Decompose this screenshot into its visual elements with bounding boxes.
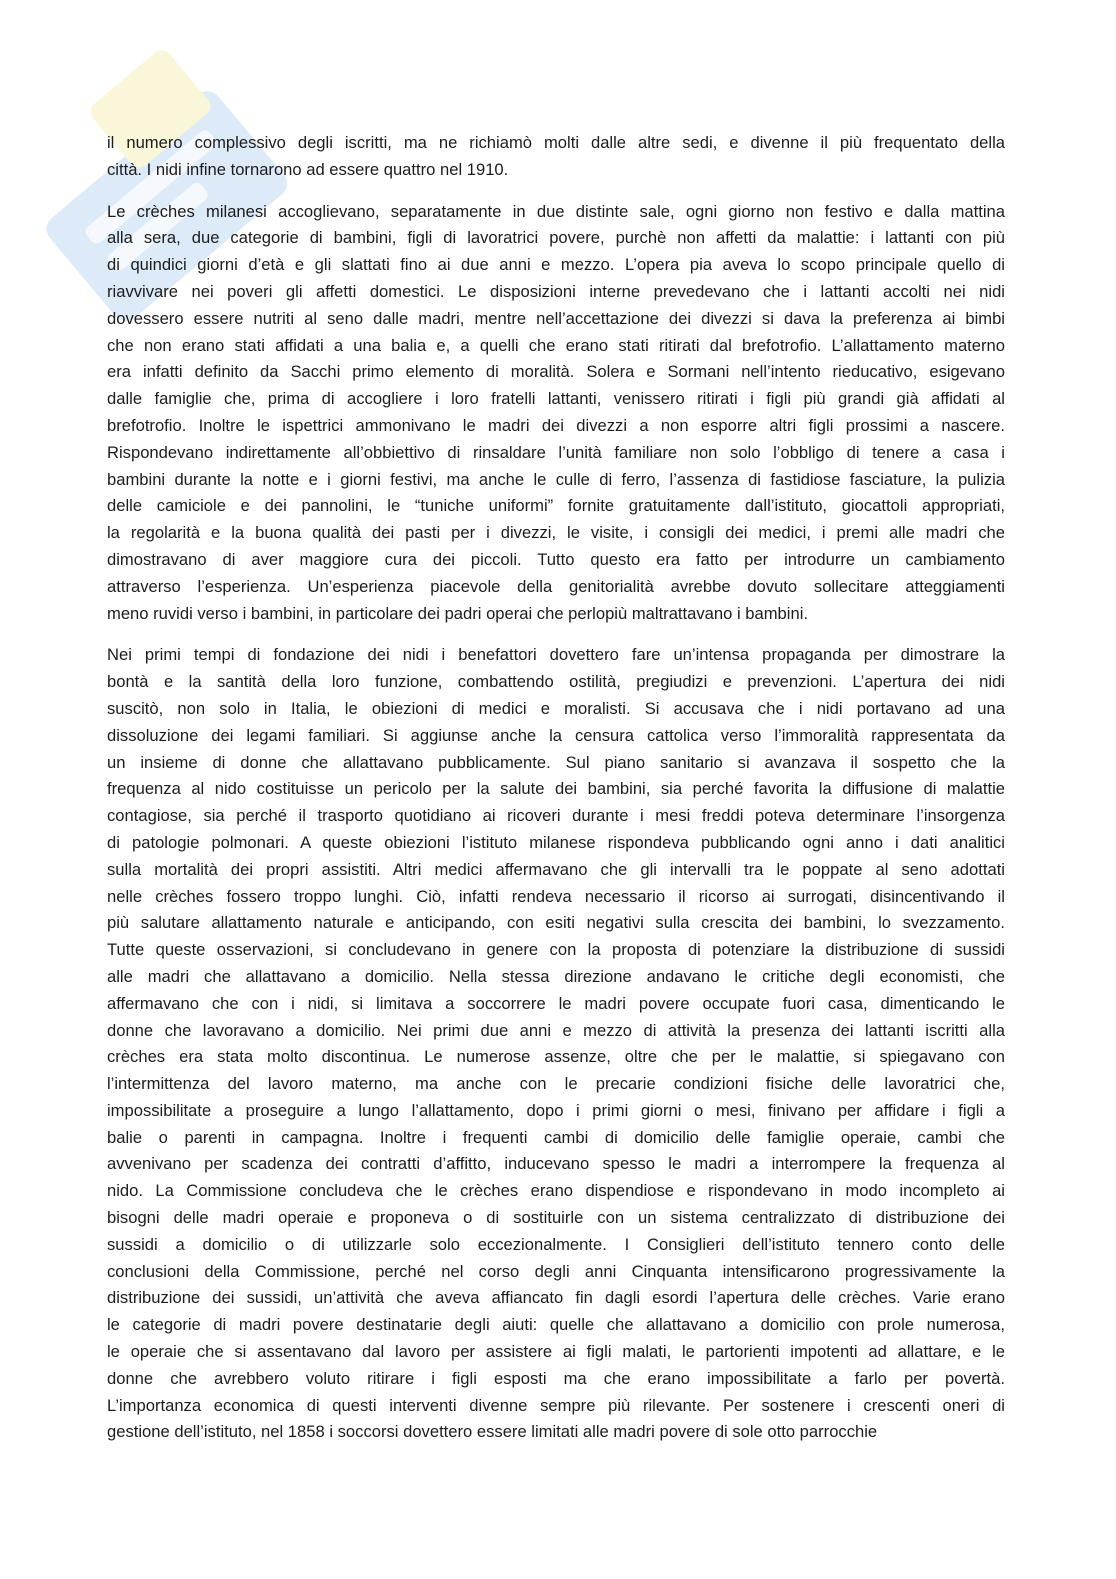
text-line: bontà e la santità della loro funzione, combattendo ostilità, pregiudizi e prevenzioni. L’apertura dei nidi — [107, 672, 1005, 692]
text-line: delle camiciole e dei pannolini, le “tuniche uniformi” fornite gratuitamente dall’istituto, giocattoli appropriati, — [107, 496, 1005, 516]
text-line: bisogni delle madri operaie e proponeva o di sostituirle con un sistema centralizzato di distribuzione dei — [107, 1208, 1005, 1228]
text-line: alla sera, due categorie di bambini, figli di lavoratrici povere, purchè non affetti da malattie: i lattanti con più — [107, 228, 1005, 248]
text-line: crèches era stata molto discontinua. Le numerose assenze, oltre che per le malattie, si spiegavano con — [107, 1047, 1005, 1067]
text-line: Le crèches milanesi accoglievano, separatamente in due distinte sale, ogni giorno non festivo e dalla mattina — [107, 201, 1005, 221]
body-paragraph — [107, 130, 1005, 184]
text-line: più salutare allattamento naturale e anticipando, con esiti negativi sulla crescita dei bambini, lo svezzamento. — [107, 913, 1005, 933]
text-line: Tutte queste osservazioni, si concludevano in genere con la proposta di potenziare la distribuzione di sussidi — [107, 940, 1005, 960]
text-line: alle madri che allattavano a domicilio. Nella stessa direzione andavano le critiche degli economisti, che — [107, 966, 1005, 986]
text-line: conclusioni della Commissione, perché nel corso degli anni Cinquanta intensificarono progressivamente la — [107, 1261, 1005, 1281]
text-line: attraverso l’esperienza. Un’esperienza piacevole della genitorialità avrebbe dovuto sollecitare atteggiamenti — [107, 576, 1005, 596]
text-line: brefotrofio. Inoltre le ispettrici ammonivano le madri dei divezzi a non esporre altri figli prossimi a nascere. — [107, 415, 1005, 435]
text-line: le operaie che si assentavano dal lavoro per assistere ai figli malati, le partorienti impotenti ad allattare, e le — [107, 1342, 1005, 1362]
text-line: di patologie polmonari. A queste obiezioni l’istituto milanese rispondeva pubblicando ogni anno i dati analitici — [107, 832, 1005, 852]
text-line: la regolarità e la buona qualità dei pasti per i divezzi, le visite, i consigli dei medici, i premi alle madri che — [107, 523, 1005, 543]
text-line: sulla mortalità dei propri assistiti. Altri medici affermavano che gli intervalli tra le poppate al seno adottati — [107, 859, 1005, 879]
text-line: dimostravano di aver maggiore cura dei piccoli. Tutto questo era fatto per introdurre un cambiamento — [107, 549, 1005, 569]
text-line: dissoluzione dei legami familiari. Si aggiunse anche la censura cattolica verso l’immoralità rappresentata da — [107, 725, 1005, 745]
text-line: che non erano stati affidati a una balia e, a quelli che erano stati ritirati dal brefotrofio. L’allattamento materno — [107, 335, 1005, 355]
text-line: Nei primi tempi di fondazione dei nidi i benefattori dovettero fare un’intensa propaganda per dimostrare la — [107, 645, 1005, 665]
text-line: impossibilitate a proseguire a lungo l’allattamento, dopo i primi giorni o mesi, finivano per affidare i figli a — [107, 1100, 1005, 1120]
text-line: di quindici giorni d’età e gli slattati fino ai due anni e mezzo. L’opera pia aveva lo scopo principale quello di — [107, 255, 1005, 275]
text-line: meno ruvidi verso i bambini, in particolare dei padri operai che perlopiù maltrattavano i bambini. — [107, 603, 808, 623]
text-line: sussidi a domicilio o di utilizzarle solo eccezionalmente. I Consiglieri dell’istituto tennero conto delle — [107, 1234, 1005, 1254]
text-line: nelle crèches fossero troppo lunghi. Ciò, infatti rendeva necessario il ricorso ai surrogati, disincentivando il — [107, 886, 1005, 906]
body-paragraph — [107, 642, 1005, 1446]
text-line: il numero complessivo degli iscritti, ma ne richiamò molti dalle altre sedi, e divenne il più frequentato della — [107, 133, 1005, 152]
text-line: le categorie di madri povere destinatarie degli aiuti: quelle che allattavano a domicilio con prole numerosa, — [107, 1315, 1005, 1335]
text-line: Rispondevano indirettamente all’obbiettivo di rinsaldare l’unità familiare non solo l’obbligo di tenere a casa i — [107, 442, 1005, 462]
text-line: donne che avrebbero voluto ritirare i figli esposti ma che erano impossibilitate a farlo per povertà. — [107, 1368, 1005, 1388]
text-line: affermavano che con i nidi, si limitava a soccorrere le madri povere occupate fuori casa, dimenticando le — [107, 993, 1005, 1013]
text-line: suscitò, non solo in Italia, le obiezioni di medici e moralisti. Si accusava che i nidi portavano ad una — [107, 698, 1005, 718]
text-line: l’intermittenza del lavoro materno, ma anche con le precarie condizioni fisiche delle lavoratrici che, — [107, 1074, 1005, 1094]
text-line: bambini durante la notte e i giorni festivi, ma anche le culle di ferro, l’assenza di fastidiose fasciature, la pulizia — [107, 469, 1005, 489]
text-line: dovessero essere nutriti al seno dalle madri, mentre nell’accettazione dei divezzi si dava la preferenza ai bimbi — [107, 308, 1005, 328]
document-page — [107, 130, 1005, 1461]
text-line: contagiose, sia perché il trasporto quotidiano ai ricoveri durante i mesi freddi poteva determinare l’insorgenza — [107, 806, 1005, 826]
text-line: era infatti definito da Sacchi primo elemento di moralità. Solera e Sormani nell’intento rieducativo, esigevano — [107, 362, 1005, 382]
text-line: donne che lavoravano a domicilio. Nei primi due anni e mezzo di attività la presenza dei lattanti iscritti alla — [107, 1020, 1005, 1040]
text-line: gestione dell’istituto, nel 1858 i soccorsi dovettero essere limitati alle madri povere di sole otto parrocchie — [107, 1422, 878, 1442]
text-line: città. I nidi infine tornarono ad essere quattro nel 1910. — [107, 159, 509, 179]
text-line: nido. La Commissione concludeva che le crèches erano dispendiose e rispondevano in modo incompleto ai — [107, 1181, 1005, 1201]
body-paragraph — [107, 199, 1005, 628]
text-line: L’importanza economica di questi interventi divenne sempre più rilevante. Per sostenere i crescenti oneri di — [107, 1395, 1005, 1415]
text-line: avvenivano per scadenza dei contratti d’affitto, inducevano spesso le madri a interrompere la frequenza al — [107, 1154, 1005, 1174]
text-line: balie o parenti in campagna. Inoltre i frequenti cambi di domicilio delle famiglie operaie, cambi che — [107, 1127, 1005, 1147]
text-line: un insieme di donne che allattavano pubblicamente. Sul piano sanitario si avanzava il sospetto che la — [107, 752, 1005, 772]
text-line: riavvivare nei poveri gli affetti domestici. Le disposizioni interne prevedevano che i lattanti accolti nei nidi — [107, 281, 1005, 301]
text-line: frequenza al nido costituisse un pericolo per la salute dei bambini, sia perché favorita la diffusione di malattie — [107, 779, 1005, 799]
text-line: distribuzione dei sussidi, un’attività che aveva affiancato fin dagli esordi l’apertura delle crèches. Varie erano — [107, 1288, 1005, 1308]
text-line: dalle famiglie che, prima di accogliere i loro fratelli lattanti, venissero ritirati i figli più grandi già affidati al — [107, 389, 1005, 409]
